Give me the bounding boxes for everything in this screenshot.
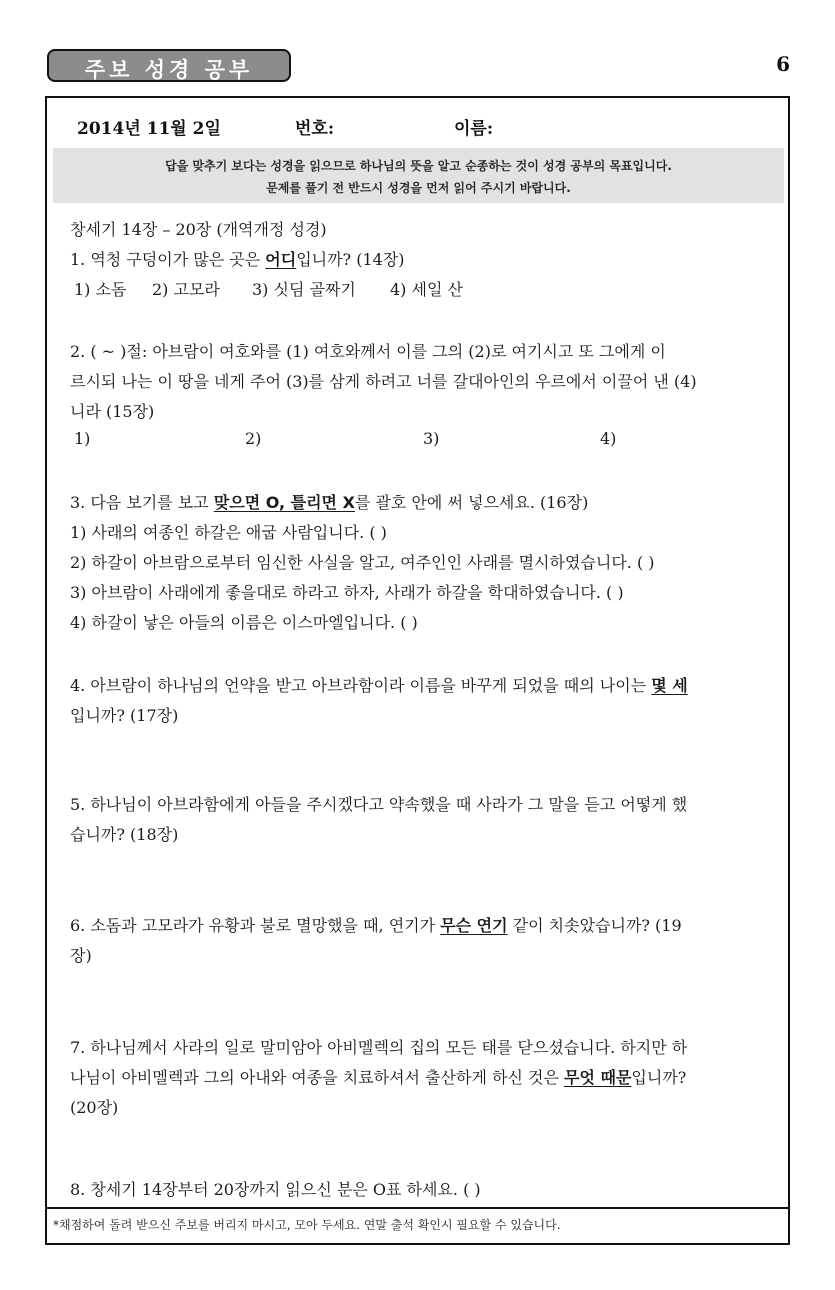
header-title: 주보 성경 공부 xyxy=(84,58,254,82)
notice-box xyxy=(53,148,784,203)
blank-2: 2) xyxy=(245,429,262,448)
notice-line-1: 답을 맞추기 보다는 성경을 읽으므로 하나님의 뜻을 알고 순종하는 것이 성경 공부의 목표입니다. xyxy=(165,159,672,173)
question-7-pre: 나님이 아비멜렉과 그의 아내와 여종을 치료하셔서 출산하게 하신 것은 xyxy=(70,1068,564,1087)
question-7-emphasis: 무엇 때문 xyxy=(564,1068,632,1087)
blank-3: 3) xyxy=(423,429,440,448)
notice-line-2: 문제를 풀기 전 반드시 성경을 먼저 읽어 주시기 바랍니다. xyxy=(266,181,571,195)
question-7-line-2 xyxy=(70,1065,770,1088)
meta-row xyxy=(77,114,777,140)
page-number: 6 xyxy=(776,52,790,76)
question-1 xyxy=(70,247,770,270)
question-3 xyxy=(70,490,770,513)
question-3-item-2: 2) 하갈이 아브람으로부터 임신한 사실을 알고, 여주인인 사래를 멸시하였습니다. ( ) xyxy=(70,553,655,572)
question-2-line-3: 니라 (15장) xyxy=(70,402,155,421)
date: 2014년 11월 2일 xyxy=(77,119,221,139)
question-2-blanks xyxy=(70,429,770,451)
question-6-line-2: 장) xyxy=(70,946,92,965)
option-2: 2) 고모라 xyxy=(152,280,220,299)
footer-divider xyxy=(45,1207,790,1209)
question-3-item-1: 1) 사래의 여종인 하갈은 애굽 사람입니다. ( ) xyxy=(70,523,387,542)
blank-4: 4) xyxy=(600,429,617,448)
option-4: 4) 세일 산 xyxy=(390,280,463,299)
name-label: 이름: xyxy=(454,119,494,139)
question-1-options xyxy=(70,277,770,299)
question-2-line-1: 2. ( ~ )절: 아브람이 여호와를 (1) 여호와께서 이를 그의 (2)로 여기시고 또 그에게 이 xyxy=(70,342,666,361)
question-5-line-2: 습니까? (18장) xyxy=(70,825,179,844)
number-label: 번호: xyxy=(295,119,335,139)
question-6 xyxy=(70,913,770,936)
footer-note: *채점하여 돌려 받으신 주보를 버리지 마시고, 모아 두세요. 연말 출석 확인시 필요할 수 있습니다. xyxy=(53,1218,561,1232)
question-4-pre: 4. 아브람이 하나님의 언약을 받고 아브라함이라 이름을 바꾸게 되었을 때의 나이는 xyxy=(70,676,652,695)
question-7-line-1: 7. 하나님께서 사라의 일로 말미암아 아비멜렉의 집의 모든 태를 닫으셨습니다. 하지만 하 xyxy=(70,1038,688,1057)
header-title-tab xyxy=(47,49,291,82)
question-7-line-3: (20장) xyxy=(70,1098,119,1117)
question-4-emphasis: 몇 세 xyxy=(651,676,688,695)
question-1-pre: 1. 역청 구덩이가 많은 곳은 xyxy=(70,250,266,269)
question-4 xyxy=(70,673,770,696)
blank-1: 1) xyxy=(74,429,91,448)
question-5-line-1: 5. 하나님이 아브라함에게 아들을 주시겠다고 약속했을 때 사라가 그 말을 듣고 어떻게 했 xyxy=(70,795,688,814)
question-1-emphasis: 어디 xyxy=(265,250,297,269)
question-3-item-4: 4) 하갈이 낳은 아들의 이름은 이스마엘입니다. ( ) xyxy=(70,613,418,632)
option-3: 3) 싯딤 골짜기 xyxy=(252,280,356,299)
option-1: 1) 소돔 xyxy=(74,280,127,299)
question-1-post: 입니까? (14장) xyxy=(296,250,405,269)
scripture-scope: 창세기 14장 – 20장 (개역개정 성경) xyxy=(70,220,327,239)
question-6-post: 같이 치솟았습니까? (19 xyxy=(507,916,682,935)
question-2-line-2: 르시되 나는 이 땅을 네게 주어 (3)를 삼게 하려고 너를 갈대아인의 우르에서 이끌어 낸 (4) xyxy=(70,372,697,391)
question-8: 8. 창세기 14장부터 20장까지 읽으신 분은 O표 하세요. ( ) xyxy=(70,1180,481,1199)
question-3-post: 를 괄호 안에 써 넣으세요. (16장) xyxy=(354,493,589,512)
question-4-line-2: 입니까? (17장) xyxy=(70,706,179,725)
question-6-pre: 6. 소돔과 고모라가 유황과 불로 멸망했을 때, 연기가 xyxy=(70,916,441,935)
question-3-pre: 3. 다음 보기를 보고 xyxy=(70,493,214,512)
question-6-emphasis: 무슨 연기 xyxy=(440,916,508,935)
question-3-emphasis: 맞으면 O, 틀리면 X xyxy=(213,493,355,512)
question-7-post: 입니까? xyxy=(631,1068,687,1087)
question-3-item-3: 3) 아브람이 사래에게 좋을대로 하라고 하자, 사래가 하갈을 학대하였습니다. ( ) xyxy=(70,583,624,602)
